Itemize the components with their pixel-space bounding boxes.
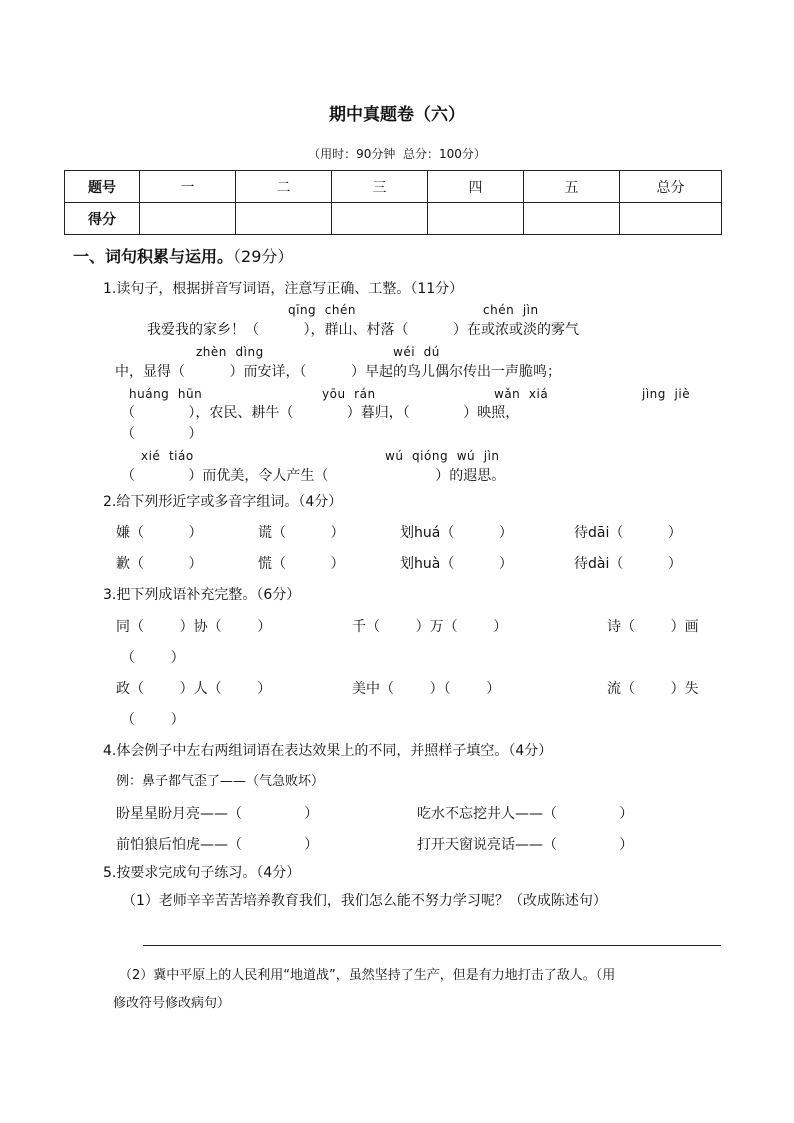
idiom-blank: 千（ ）万（ ） [352, 619, 508, 635]
section-heading [73, 248, 293, 266]
score-cell[interactable] [332, 203, 428, 235]
idiom-blank-wrap: （ ） [121, 650, 185, 666]
idiom-blank: 流（ ）失 [607, 681, 699, 697]
idiom-blank: 美中（ ）（ ） [352, 681, 501, 697]
question-5-item-2: （2）冀中平原上的人民利用“地道战”，虽然坚持了生产，但是有力地打击了敌人。（用 [119, 968, 616, 983]
word-blank: 划huà（ ） [400, 556, 513, 572]
section-score: （29分） [233, 247, 294, 266]
pinyin: yōu rán [322, 387, 376, 401]
score-cell[interactable] [620, 203, 722, 235]
question-5-item-1: （1）老师辛辛苦苦培养教育我们，我们怎么能不努力学习呢？（改成陈述句） [122, 893, 607, 909]
pinyin: chén jìn [483, 303, 539, 317]
question-1-line-1: 我爱我的家乡！（ ），群山、村落（ ）在或浓或淡的雾气 [147, 322, 580, 338]
score-cell[interactable] [428, 203, 524, 235]
word-blank: 谎（ ） [258, 525, 345, 541]
question-1-line-3: （ ），农民、耕牛（ ）暮归，（ ）映照， [121, 405, 520, 421]
word-blank: 嫌（ ） [116, 525, 203, 541]
question-1-line-3-wrap: （ ） [121, 426, 203, 442]
score-table-header-cell: 一 [140, 171, 236, 203]
idiom-blank: 诗（ ）画 [607, 619, 699, 635]
pinyin: zhèn dìng [196, 345, 264, 359]
idiom-blank: 政（ ）人（ ） [116, 681, 272, 697]
score-table-header-cell: 四 [428, 171, 524, 203]
score-table-header-cell: 总分 [620, 171, 722, 203]
question-2-prompt: 2.给下列形近字或多音字组词。（4分） [103, 494, 343, 510]
score-cell[interactable] [236, 203, 332, 235]
score-table [64, 170, 722, 235]
pinyin: wéi dú [393, 345, 440, 359]
question-5-prompt: 5.按要求完成句子练习。（4分） [103, 865, 301, 881]
word-blank: 慌（ ） [258, 556, 345, 572]
question-5-item-2-wrap: 修改符号修改病句） [113, 996, 231, 1011]
word-blank: 划huá（ ） [400, 525, 513, 541]
question-4-prompt: 4.体会例子中左右两组词语在表达效果上的不同，并照样子填空。（4分） [103, 743, 553, 759]
pinyin: wú qióng wú jìn [385, 449, 500, 463]
pinyin: huáng hūn [129, 387, 203, 401]
score-cell[interactable] [140, 203, 236, 235]
score-table-header-row [65, 171, 722, 203]
question-1-line-2: 中，显得（ ）而安详，（ ）早起的鸟儿偶尔传出一声脆鸣； [115, 364, 562, 380]
idiom-blank: 同（ ）协（ ） [116, 619, 272, 635]
pinyin: qīng chén [288, 303, 356, 317]
page-title: 期中真题卷（六） [329, 105, 465, 125]
phrase-blank: 吃水不忘挖井人——（ ） [417, 806, 634, 822]
question-3-prompt: 3.把下列成语补充完整。（6分） [103, 587, 301, 603]
pinyin: xié tiáo [141, 449, 194, 463]
phrase-blank: 前怕狼后怕虎——（ ） [116, 837, 319, 853]
score-table-header-cell: 五 [524, 171, 620, 203]
score-table-header-cell: 二 [236, 171, 332, 203]
question-1-prompt: 1.读句子，根据拼音写词语，注意写正确、工整。（11分） [103, 281, 464, 297]
exam-subtitle: （用时：90分钟 总分：100分） [308, 147, 486, 161]
score-table-header-cell: 三 [332, 171, 428, 203]
score-row-label: 得分 [65, 203, 140, 235]
question-1-line-4: （ ）而优美，令人产生（ ）的遐思。 [121, 468, 506, 484]
pinyin: jìng jiè [642, 387, 691, 401]
section-heading-text: 一、词句积累与运用。 [73, 247, 234, 266]
word-blank: 歉（ ） [116, 556, 203, 572]
answer-line[interactable] [143, 945, 721, 946]
word-blank: 待dāi（ ） [574, 525, 682, 541]
phrase-blank: 盼星星盼月亮——（ ） [116, 806, 319, 822]
idiom-blank-wrap: （ ） [121, 712, 185, 728]
word-blank: 待dài（ ） [574, 556, 682, 572]
example-text: 例：鼻子都气歪了——（气急败坏） [116, 774, 325, 789]
score-table-header-cell: 题号 [65, 171, 140, 203]
pinyin: wǎn xiá [494, 387, 549, 401]
score-cell[interactable] [524, 203, 620, 235]
phrase-blank: 打开天窗说亮话——（ ） [417, 837, 634, 853]
score-table-score-row [65, 203, 722, 235]
